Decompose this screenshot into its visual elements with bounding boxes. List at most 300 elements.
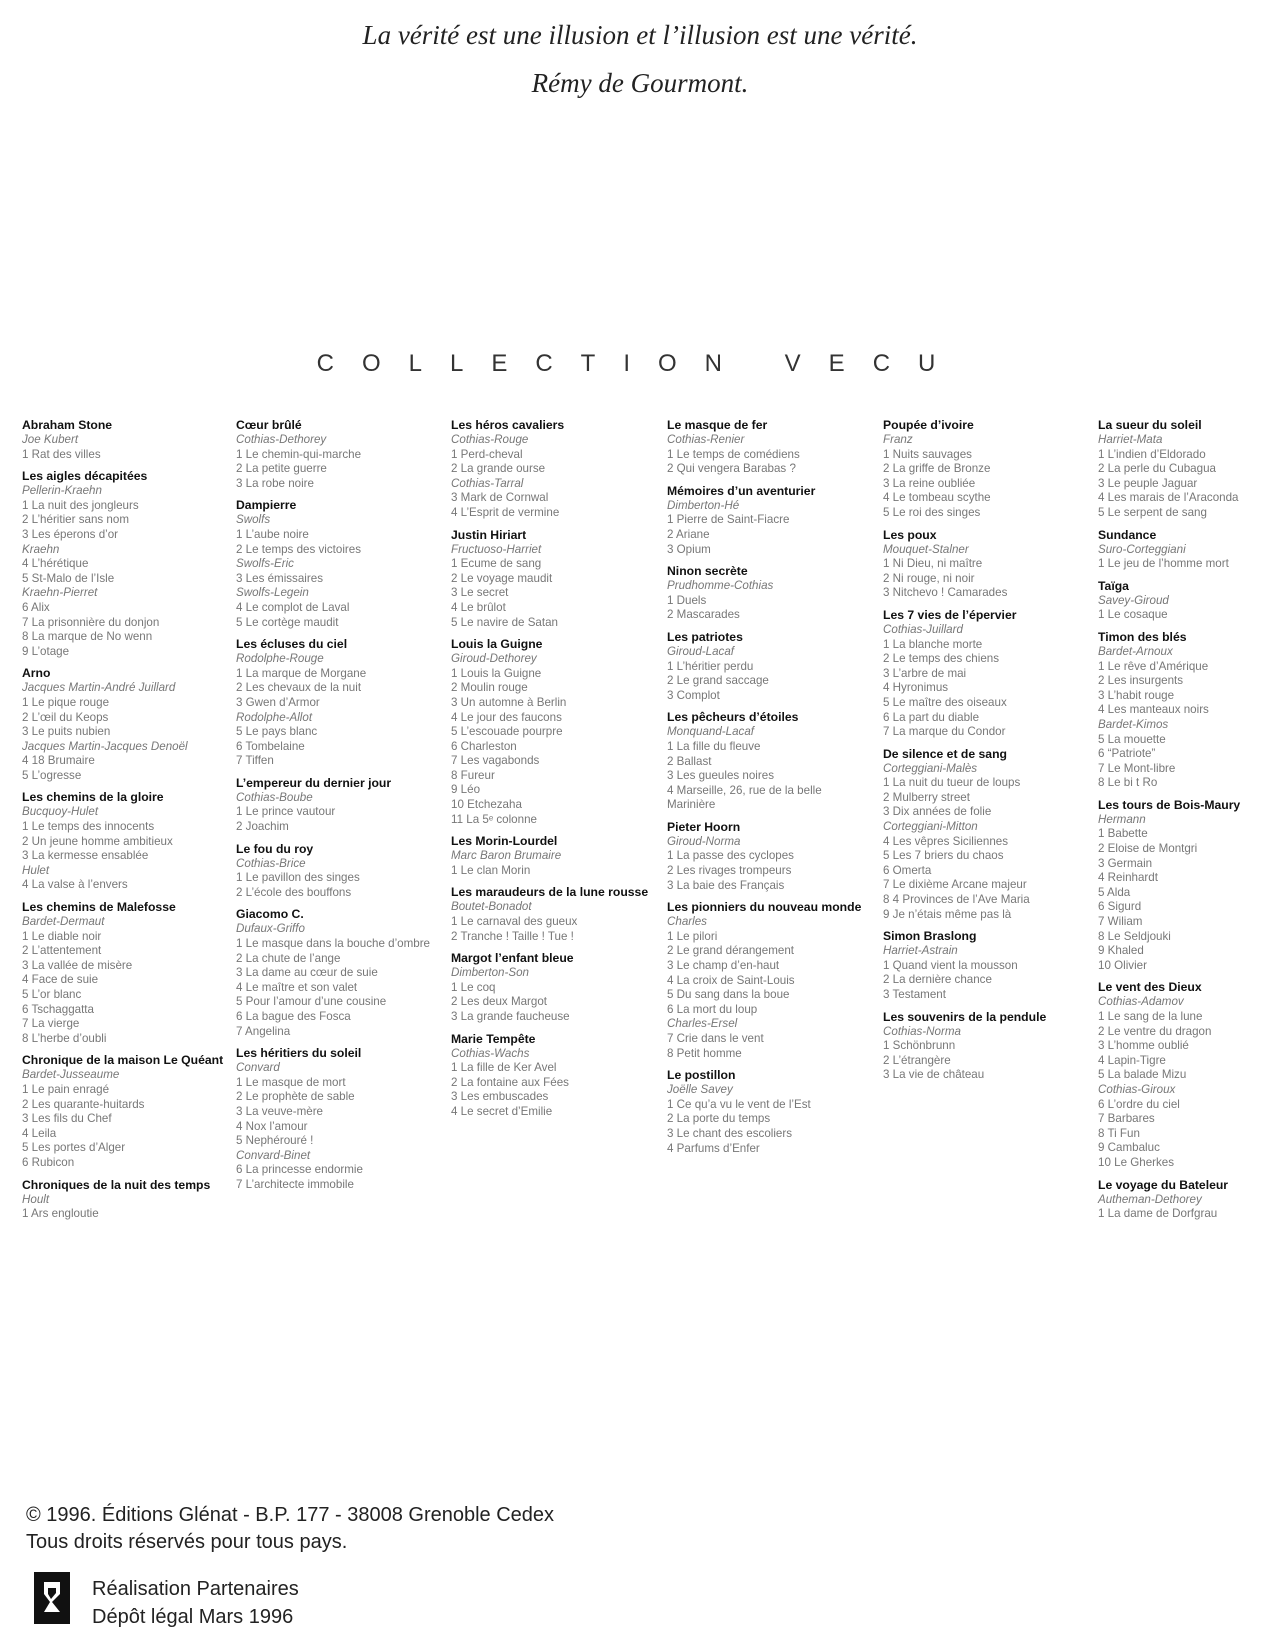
- series-authors: Harriet-Astrain: [883, 944, 958, 958]
- album-title: 3 La dame au cœur de suie: [236, 966, 378, 980]
- album-title: 6 L’ordre du ciel: [1098, 1097, 1180, 1111]
- album-title: 8 Ti Fun: [1098, 1126, 1140, 1140]
- series-column: [883, 418, 1088, 1090]
- album-title: 3 Dix années de folie: [883, 805, 992, 819]
- series-entry: [883, 1010, 1088, 1083]
- album-title: 10 Olivier: [1098, 958, 1147, 972]
- album-title: 4 Les marais de l’Araconda: [1098, 491, 1239, 505]
- album-title: 5 L’escouade pourpre: [451, 725, 563, 739]
- series-authors: Cothias-Boube: [236, 790, 313, 804]
- album-title: 3 Opium: [667, 542, 711, 556]
- series-title: L’empereur du dernier jour: [236, 775, 392, 790]
- album-title: 3 La grande faucheuse: [451, 1010, 570, 1023]
- series-title: Pieter Hoorn: [667, 819, 741, 834]
- publisher-logo-icon: [34, 1572, 70, 1624]
- series-title: Le masque de fer: [667, 418, 768, 432]
- series-title: Taïga: [1098, 578, 1129, 593]
- series-authors: Jacques Martin-André Juillard: [22, 681, 176, 695]
- series-authors: Mouquet-Stalner: [883, 542, 969, 556]
- series-title: Le vent des Dieux: [1098, 980, 1202, 995]
- album-title: 8 4 Provinces de l’Ave Maria: [883, 893, 1030, 907]
- album-title: 1 Louis la Guigne: [451, 666, 542, 680]
- series-authors: Convard-Binet: [236, 1148, 311, 1162]
- album-title: 5 Le cortège maudit: [236, 615, 339, 629]
- album-title: 4 Hyronimus: [883, 681, 949, 695]
- series-entry: [236, 637, 441, 769]
- series-entry: [667, 484, 872, 557]
- series-title: Les patriotes: [667, 629, 743, 644]
- series-title: Les héros cavaliers: [451, 418, 565, 432]
- series-entry: [667, 710, 872, 813]
- series-entry: [1098, 980, 1280, 1170]
- series-title: Giacomo C.: [236, 907, 304, 922]
- album-title: 2 L’étrangère: [883, 1053, 951, 1067]
- album-title: 8 Fureur: [451, 768, 495, 782]
- series-authors: Cothias-Brice: [236, 856, 306, 870]
- series-entry: [883, 747, 1088, 923]
- series-entry: [22, 666, 227, 783]
- series-authors: Dimberton-Son: [451, 966, 529, 980]
- album-title: 4 Face de suie: [22, 973, 99, 987]
- series-entry: [1098, 418, 1280, 521]
- album-title: 8 Le Seldjouki: [1098, 929, 1171, 943]
- album-title: 2 Eloise de Montgri: [1098, 842, 1198, 856]
- album-title: 1 Ni Dieu, ni maître: [883, 557, 983, 571]
- series-column: [1098, 418, 1280, 1229]
- series-title: Le postillon: [667, 1068, 736, 1083]
- album-title: 7 Les vagabonds: [451, 754, 540, 768]
- series-authors: Corteggiani-Mitton: [883, 820, 978, 834]
- album-title: 3 La vallée de misère: [22, 958, 133, 972]
- album-title: 3 Le peuple Jaguar: [1098, 476, 1198, 490]
- series-entry: [1098, 579, 1280, 623]
- series-entry: [236, 498, 441, 630]
- album-title: 7 La vierge: [22, 1017, 80, 1031]
- album-title: 7 Wiliam: [1098, 915, 1143, 929]
- album-title: 10 Etchezaha: [451, 798, 522, 812]
- series-entry: [22, 790, 227, 893]
- album-title: 4 Nox l’amour: [236, 1119, 308, 1133]
- album-title: 5 Le navire de Satan: [451, 615, 558, 629]
- series-authors: Autheman-Dethorey: [1098, 1192, 1202, 1206]
- album-title: 3 L’homme oublié: [1098, 1039, 1189, 1053]
- album-title: 4 Marseille, 26, rue de la belle Marinière: [667, 783, 822, 812]
- series-title: Les Morin-Lourdel: [451, 834, 558, 849]
- album-title: 3 La kermesse ensablée: [22, 849, 149, 863]
- album-title: 2 Ni rouge, ni noir: [883, 571, 975, 585]
- album-title: 9 Léo: [451, 783, 481, 797]
- series-entry: [667, 900, 872, 1061]
- series-authors: Bardet-Kimos: [1098, 717, 1169, 731]
- series-entry: [451, 637, 656, 827]
- series-authors: Cothias-Renier: [667, 433, 745, 446]
- album-title: 1 Pierre de Saint-Fiacre: [667, 513, 790, 527]
- album-title: 4 Le complot de Laval: [236, 600, 350, 614]
- series-title: Simon Braslong: [883, 929, 977, 944]
- album-title: 5 Le serpent de sang: [1098, 505, 1207, 519]
- series-authors: Joëlle Savey: [667, 1083, 733, 1097]
- album-title: 3 L’habit rouge: [1098, 688, 1175, 702]
- album-title: 2 La petite guerre: [236, 462, 327, 476]
- series-title: Abraham Stone: [22, 418, 113, 432]
- quote-author: Rémy de Gourmont.: [531, 68, 749, 98]
- series-entry: [667, 1068, 872, 1156]
- series-entry: [667, 418, 872, 477]
- series-entry: [22, 418, 227, 462]
- series-authors: Giroud-Norma: [667, 834, 741, 848]
- series-entry: [667, 820, 872, 893]
- album-title: 1 Babette: [1098, 827, 1148, 841]
- album-title: 1 Schönbrunn: [883, 1039, 956, 1053]
- album-title: 1 Le rêve d’Amérique: [1098, 659, 1209, 673]
- album-title: 1 Le pavillon des singes: [236, 871, 360, 885]
- album-title: 2 La dernière chance: [883, 973, 992, 987]
- album-title: 1 La nuit du tueur de loups: [883, 776, 1021, 790]
- album-title: 3 La robe noire: [236, 476, 314, 490]
- series-entry: [236, 1046, 441, 1192]
- album-title: 3 Le secret: [451, 586, 509, 600]
- series-entry: [451, 834, 656, 878]
- series-authors: Giroud-Dethorey: [451, 652, 537, 666]
- series-title: Justin Hiriart: [451, 527, 527, 542]
- series-title: Les maraudeurs de la lune rousse: [451, 885, 649, 900]
- album-title: 8 Petit homme: [667, 1046, 742, 1060]
- album-title: 3 La veuve-mère: [236, 1104, 323, 1118]
- series-authors: Jacques Martin-Jacques Denoël: [22, 739, 188, 753]
- series-authors: Bucquoy-Hulet: [22, 805, 99, 819]
- album-title: 1 Nuits sauvages: [883, 447, 972, 461]
- album-title: 1 L’indien d’Eldorado: [1098, 447, 1206, 461]
- album-title: 2 Mulberry street: [883, 790, 970, 804]
- album-title: 1 La marque de Morgane: [236, 666, 367, 680]
- album-title: 1 Le pique rouge: [22, 695, 110, 709]
- series-authors: Hulet: [22, 863, 50, 877]
- series-authors: Pellerin-Kraehn: [22, 484, 102, 498]
- partners-line: Réalisation Partenaires: [92, 1578, 299, 1600]
- album-title: 4 Le jour des faucons: [451, 710, 562, 724]
- album-title: 11 La 5ᵉ colonne: [451, 812, 537, 826]
- album-title: 3 La reine oubliée: [883, 476, 976, 490]
- series-title: Margot l’enfant bleue: [451, 951, 574, 966]
- album-title: 7 Barbares: [1098, 1112, 1155, 1126]
- series-authors: Bardet-Dermaut: [22, 915, 105, 929]
- album-title: 2 La perle du Cubagua: [1098, 462, 1216, 476]
- album-title: 7 Le dixième Arcane majeur: [883, 878, 1027, 892]
- series-authors: Charles: [667, 915, 707, 929]
- partners-block: [92, 1575, 299, 1631]
- series-title: Poupée d’ivoire: [883, 418, 974, 432]
- album-title: 1 Rat des villes: [22, 447, 101, 461]
- series-entry: [22, 469, 227, 659]
- album-title: 6 La mort du loup: [667, 1002, 758, 1016]
- series-authors: Prudhomme-Cothias: [667, 579, 774, 593]
- series-title: Chronique de la maison Le Quéant: [22, 1053, 224, 1068]
- album-title: 2 L’école des bouffons: [236, 885, 352, 899]
- album-title: 4 Le secret d’Emilie: [451, 1104, 553, 1118]
- series-authors: Cothias-Giroux: [1098, 1082, 1176, 1096]
- album-title: 1 La dame de Dorfgrau: [1098, 1207, 1218, 1221]
- series-title: Les écluses du ciel: [236, 637, 348, 652]
- album-title: 4 Les vêpres Siciliennes: [883, 834, 1009, 848]
- album-title: 2 Un jeune homme ambitieux: [22, 834, 173, 848]
- album-title: 5 Pour l’amour d’une cousine: [236, 995, 387, 1009]
- album-title: 1 Le carnaval des gueux: [451, 915, 578, 929]
- series-entry: [236, 776, 441, 835]
- album-title: 3 La baie des Français: [667, 878, 785, 892]
- album-title: 1 Le sang de la lune: [1098, 1010, 1203, 1023]
- album-title: 2 Le ventre du dragon: [1098, 1024, 1212, 1038]
- series-title: Louis la Guigne: [451, 637, 543, 652]
- series-authors: Fructuoso-Harriet: [451, 542, 542, 556]
- album-title: 1 Quand vient la mousson: [883, 958, 1018, 972]
- album-title: 1 Le temps de comédiens: [667, 447, 800, 461]
- series-title: Les pêcheurs d’étoiles: [667, 710, 799, 725]
- series-authors: Cothias-Norma: [883, 1024, 961, 1038]
- series-authors: Suro-Corteggiani: [1098, 542, 1186, 556]
- series-authors: Dimberton-Hé: [667, 498, 740, 512]
- album-title: 9 Khaled: [1098, 944, 1144, 958]
- album-title: 3 Les embuscades: [451, 1090, 549, 1104]
- album-title: 6 Alix: [22, 600, 50, 614]
- album-title: 7 Angelina: [236, 1024, 291, 1038]
- album-title: 4 Parfums d’Enfer: [667, 1141, 760, 1155]
- series-authors: Cothias-Adamov: [1098, 995, 1184, 1009]
- series-title: Mémoires d’un aventurier: [667, 483, 816, 498]
- album-title: 6 Tombelaine: [236, 739, 305, 753]
- album-title: 4 La valse à l’envers: [22, 878, 128, 892]
- series-title: Ninon secrète: [667, 564, 748, 579]
- series-entry: [22, 1178, 227, 1222]
- album-title: 6 La princesse endormie: [236, 1163, 363, 1177]
- series-entry: [22, 900, 227, 1046]
- album-title: 3 Le chant des escoliers: [667, 1126, 793, 1140]
- album-title: 3 Germain: [1098, 856, 1153, 870]
- series-title: De silence et de sang: [883, 746, 1007, 761]
- album-title: 2 Les chevaux de la nuit: [236, 681, 362, 695]
- album-title: 6 La part du diable: [883, 710, 980, 724]
- rights-line: Tous droits réservés pour tous pays.: [26, 1531, 348, 1553]
- album-title: 3 Les émissaires: [236, 571, 323, 585]
- album-title: 2 Les deux Margot: [451, 995, 548, 1009]
- series-authors: Swolfs-Eric: [236, 557, 294, 571]
- series-entry: [1098, 798, 1280, 974]
- album-title: 2 La chute de l’ange: [236, 951, 341, 965]
- album-title: 5 La balade Mizu: [1098, 1068, 1187, 1082]
- album-title: 3 Les éperons d’or: [22, 527, 119, 541]
- album-title: 2 La grande ourse: [451, 462, 546, 476]
- series-title: Les pionniers du nouveau monde: [667, 900, 862, 915]
- album-title: 1 Le masque dans la bouche d’ombre: [236, 937, 431, 951]
- album-title: 8 L’herbe d’oubli: [22, 1031, 107, 1045]
- album-title: 2 Les insurgents: [1098, 674, 1184, 688]
- album-title: 2 La griffe de Bronze: [883, 462, 991, 476]
- album-title: 8 Le bi t Ro: [1098, 776, 1158, 790]
- album-title: 1 Le pilori: [667, 929, 718, 943]
- series-authors: Hoult: [22, 1192, 50, 1206]
- album-title: 2 La porte du temps: [667, 1112, 771, 1126]
- album-title: 3 L’arbre de mai: [883, 666, 967, 680]
- series-entry: [22, 1053, 227, 1170]
- album-title: 3 Le puits nubien: [22, 725, 111, 739]
- album-title: 5 St-Malo de l’Isle: [22, 571, 115, 585]
- album-title: 1 Le cosaque: [1098, 608, 1168, 622]
- series-authors: Hermann: [1098, 812, 1146, 826]
- series-authors: Cothias-Dethorey: [236, 433, 327, 446]
- series-title: Les chemins de Malefosse: [22, 900, 176, 915]
- series-authors: Cothias-Wachs: [451, 1046, 530, 1060]
- series-title: Cœur brûlé: [236, 418, 302, 432]
- album-title: 2 L’œil du Keops: [22, 710, 109, 724]
- series-column: [236, 418, 441, 1200]
- series-title: Les héritiers du soleil: [236, 1046, 362, 1061]
- album-title: 4 18 Brumaire: [22, 754, 95, 768]
- series-title: Le fou du roy: [236, 841, 314, 856]
- album-title: 4 Le brûlot: [451, 600, 506, 614]
- series-authors: Harriet-Mata: [1098, 433, 1163, 446]
- album-title: 1 Le masque de mort: [236, 1075, 346, 1089]
- album-title: 4 Lapin-Tigre: [1098, 1053, 1166, 1067]
- album-title: 2 Ballast: [667, 754, 712, 768]
- album-title: 3 Le champ d’en-haut: [667, 959, 780, 973]
- series-title: Le voyage du Bateleur: [1098, 1177, 1229, 1192]
- series-entry: [451, 528, 656, 631]
- series-authors: Convard: [236, 1061, 280, 1075]
- series-authors: Monquand-Lacaf: [667, 725, 755, 739]
- series-title: Les tours de Bois-Maury: [1098, 797, 1241, 812]
- quote-line-1: La vérité est une illusion et l’illusion est une vérité.: [362, 20, 918, 50]
- series-entry: [236, 907, 441, 1039]
- album-title: 2 Les quarante-huitards: [22, 1097, 145, 1111]
- series-title: Les souvenirs de la pendule: [883, 1009, 1047, 1024]
- album-title: 2 L’héritier sans nom: [22, 513, 129, 527]
- album-title: 2 Qui vengera Barabas ?: [667, 462, 796, 476]
- series-authors: Cothias-Juillard: [883, 622, 963, 636]
- album-title: 3 Testament: [883, 988, 946, 1001]
- album-title: 7 La marque du Condor: [883, 725, 1006, 739]
- album-title: 5 Le maître des oiseaux: [883, 695, 1007, 709]
- album-title: 5 Alda: [1098, 885, 1131, 899]
- series-entry: [236, 842, 441, 901]
- album-title: 1 La fille de Ker Avel: [451, 1061, 557, 1075]
- album-title: 5 Nephérouré !: [236, 1134, 314, 1148]
- album-title: 5 L’or blanc: [22, 988, 82, 1001]
- album-title: 6 Rubicon: [22, 1155, 75, 1169]
- legal-deposit-line: Dépôt légal Mars 1996: [92, 1606, 294, 1628]
- album-title: 1 Le clan Morin: [451, 863, 531, 877]
- album-title: 4 L’Esprit de vermine: [451, 505, 560, 519]
- series-entry: [236, 418, 441, 491]
- album-title: 1 Ecume de sang: [451, 557, 542, 571]
- series-title: La sueur du soleil: [1098, 418, 1202, 432]
- series-entry: [883, 929, 1088, 1002]
- album-title: 3 Un automne à Berlin: [451, 695, 567, 709]
- album-title: 5 Les 7 briers du chaos: [883, 849, 1004, 863]
- album-title: 9 Cambaluc: [1098, 1141, 1160, 1155]
- series-authors: Swolfs-Legein: [236, 586, 309, 600]
- series-title: Dampierre: [236, 498, 297, 513]
- series-authors: Giroud-Lacaf: [667, 644, 735, 658]
- album-title: 5 Le roi des singes: [883, 505, 981, 519]
- series-authors: Marc Baron Brumaire: [451, 849, 562, 863]
- series-entry: [1098, 1178, 1280, 1222]
- album-title: 2 Le voyage maudit: [451, 571, 553, 585]
- album-title: 3 La vie de château: [883, 1068, 985, 1082]
- album-title: 3 Nitchevo ! Camarades: [883, 586, 1008, 600]
- series-authors: Cothias-Rouge: [451, 433, 529, 446]
- album-title: 4 Reinhardt: [1098, 871, 1158, 885]
- series-authors: Bardet-Jusseaume: [22, 1068, 120, 1082]
- album-title: 2 La fontaine aux Fées: [451, 1075, 569, 1089]
- album-title: 4 Les manteaux noirs: [1098, 703, 1209, 717]
- series-authors: Dufaux-Griffo: [236, 922, 305, 936]
- album-title: 2 Le grand saccage: [667, 674, 769, 688]
- copyright-line: © 1996. Éditions Glénat - B.P. 177 - 38008 Grenoble Cedex: [26, 1504, 555, 1526]
- series-authors: Joe Kubert: [22, 433, 79, 446]
- album-title: 2 Les rivages trompeurs: [667, 864, 792, 878]
- series-title: Arno: [22, 666, 51, 681]
- album-title: 1 Le temps des innocents: [22, 820, 155, 834]
- album-title: 5 Du sang dans la boue: [667, 988, 790, 1002]
- album-title: 2 Le temps des victoires: [236, 542, 362, 556]
- series-entry: [883, 608, 1088, 740]
- album-title: 2 Moulin rouge: [451, 681, 528, 695]
- album-title: 2 Tranche ! Taille ! Tue !: [451, 929, 574, 943]
- series-authors: Rodolphe-Rouge: [236, 652, 324, 666]
- album-title: 2 Ariane: [667, 527, 710, 541]
- album-title: 8 La marque de No wenn: [22, 630, 153, 644]
- album-title: 4 Le maître et son valet: [236, 980, 358, 994]
- series-title: Les chemins de la gloire: [22, 790, 164, 805]
- album-title: 1 Le prince vautour: [236, 805, 336, 819]
- album-title: 1 Duels: [667, 593, 707, 607]
- series-title: Sundance: [1098, 527, 1157, 542]
- album-title: 2 L’attentement: [22, 944, 102, 958]
- album-title: 1 Le coq: [451, 980, 496, 994]
- series-column: [451, 418, 656, 1127]
- series-title: Chroniques de la nuit des temps: [22, 1177, 211, 1192]
- collection-title: COLLECTION VECU: [316, 350, 964, 377]
- series-title: Les 7 vies de l’épervier: [883, 607, 1017, 622]
- album-title: 5 Le pays blanc: [236, 725, 318, 739]
- series-title: Les aigles décapitées: [22, 469, 148, 484]
- album-title: 6 La bague des Fosca: [236, 1010, 351, 1023]
- album-title: 7 Crie dans le vent: [667, 1032, 764, 1045]
- album-title: 9 L’otage: [22, 644, 70, 658]
- series-column: [22, 418, 227, 1229]
- album-title: 1 Le diable noir: [22, 929, 102, 943]
- album-title: 3 Gwen d’Armor: [236, 695, 320, 709]
- album-title: 1 Le jeu de l’homme mort: [1098, 557, 1229, 571]
- album-title: 9 Je n’étais même pas là: [883, 907, 1012, 921]
- series-authors: Swolfs: [236, 513, 271, 527]
- album-title: 2 Le temps des chiens: [883, 652, 1000, 666]
- album-title: 7 L’architecte immobile: [236, 1177, 354, 1191]
- album-title: 2 Le grand dérangement: [667, 944, 794, 958]
- album-title: 4 L’hérétique: [22, 557, 89, 571]
- album-title: 3 Les fils du Chef: [22, 1112, 112, 1126]
- album-title: 1 L’aube noire: [236, 527, 309, 541]
- album-title: 4 Le tombeau scythe: [883, 491, 991, 505]
- album-title: 7 La prisonnière du donjon: [22, 615, 160, 629]
- album-title: 10 Le Gherkes: [1098, 1155, 1175, 1169]
- album-title: 3 Complot: [667, 688, 720, 702]
- series-authors: Kraehn: [22, 542, 60, 556]
- album-title: 1 La nuit des jongleurs: [22, 498, 139, 512]
- album-title: 5 La mouette: [1098, 732, 1166, 746]
- series-authors: Rodolphe-Allot: [236, 710, 313, 724]
- series-authors: Cothias-Tarral: [451, 476, 524, 490]
- album-title: 1 La blanche morte: [883, 637, 983, 651]
